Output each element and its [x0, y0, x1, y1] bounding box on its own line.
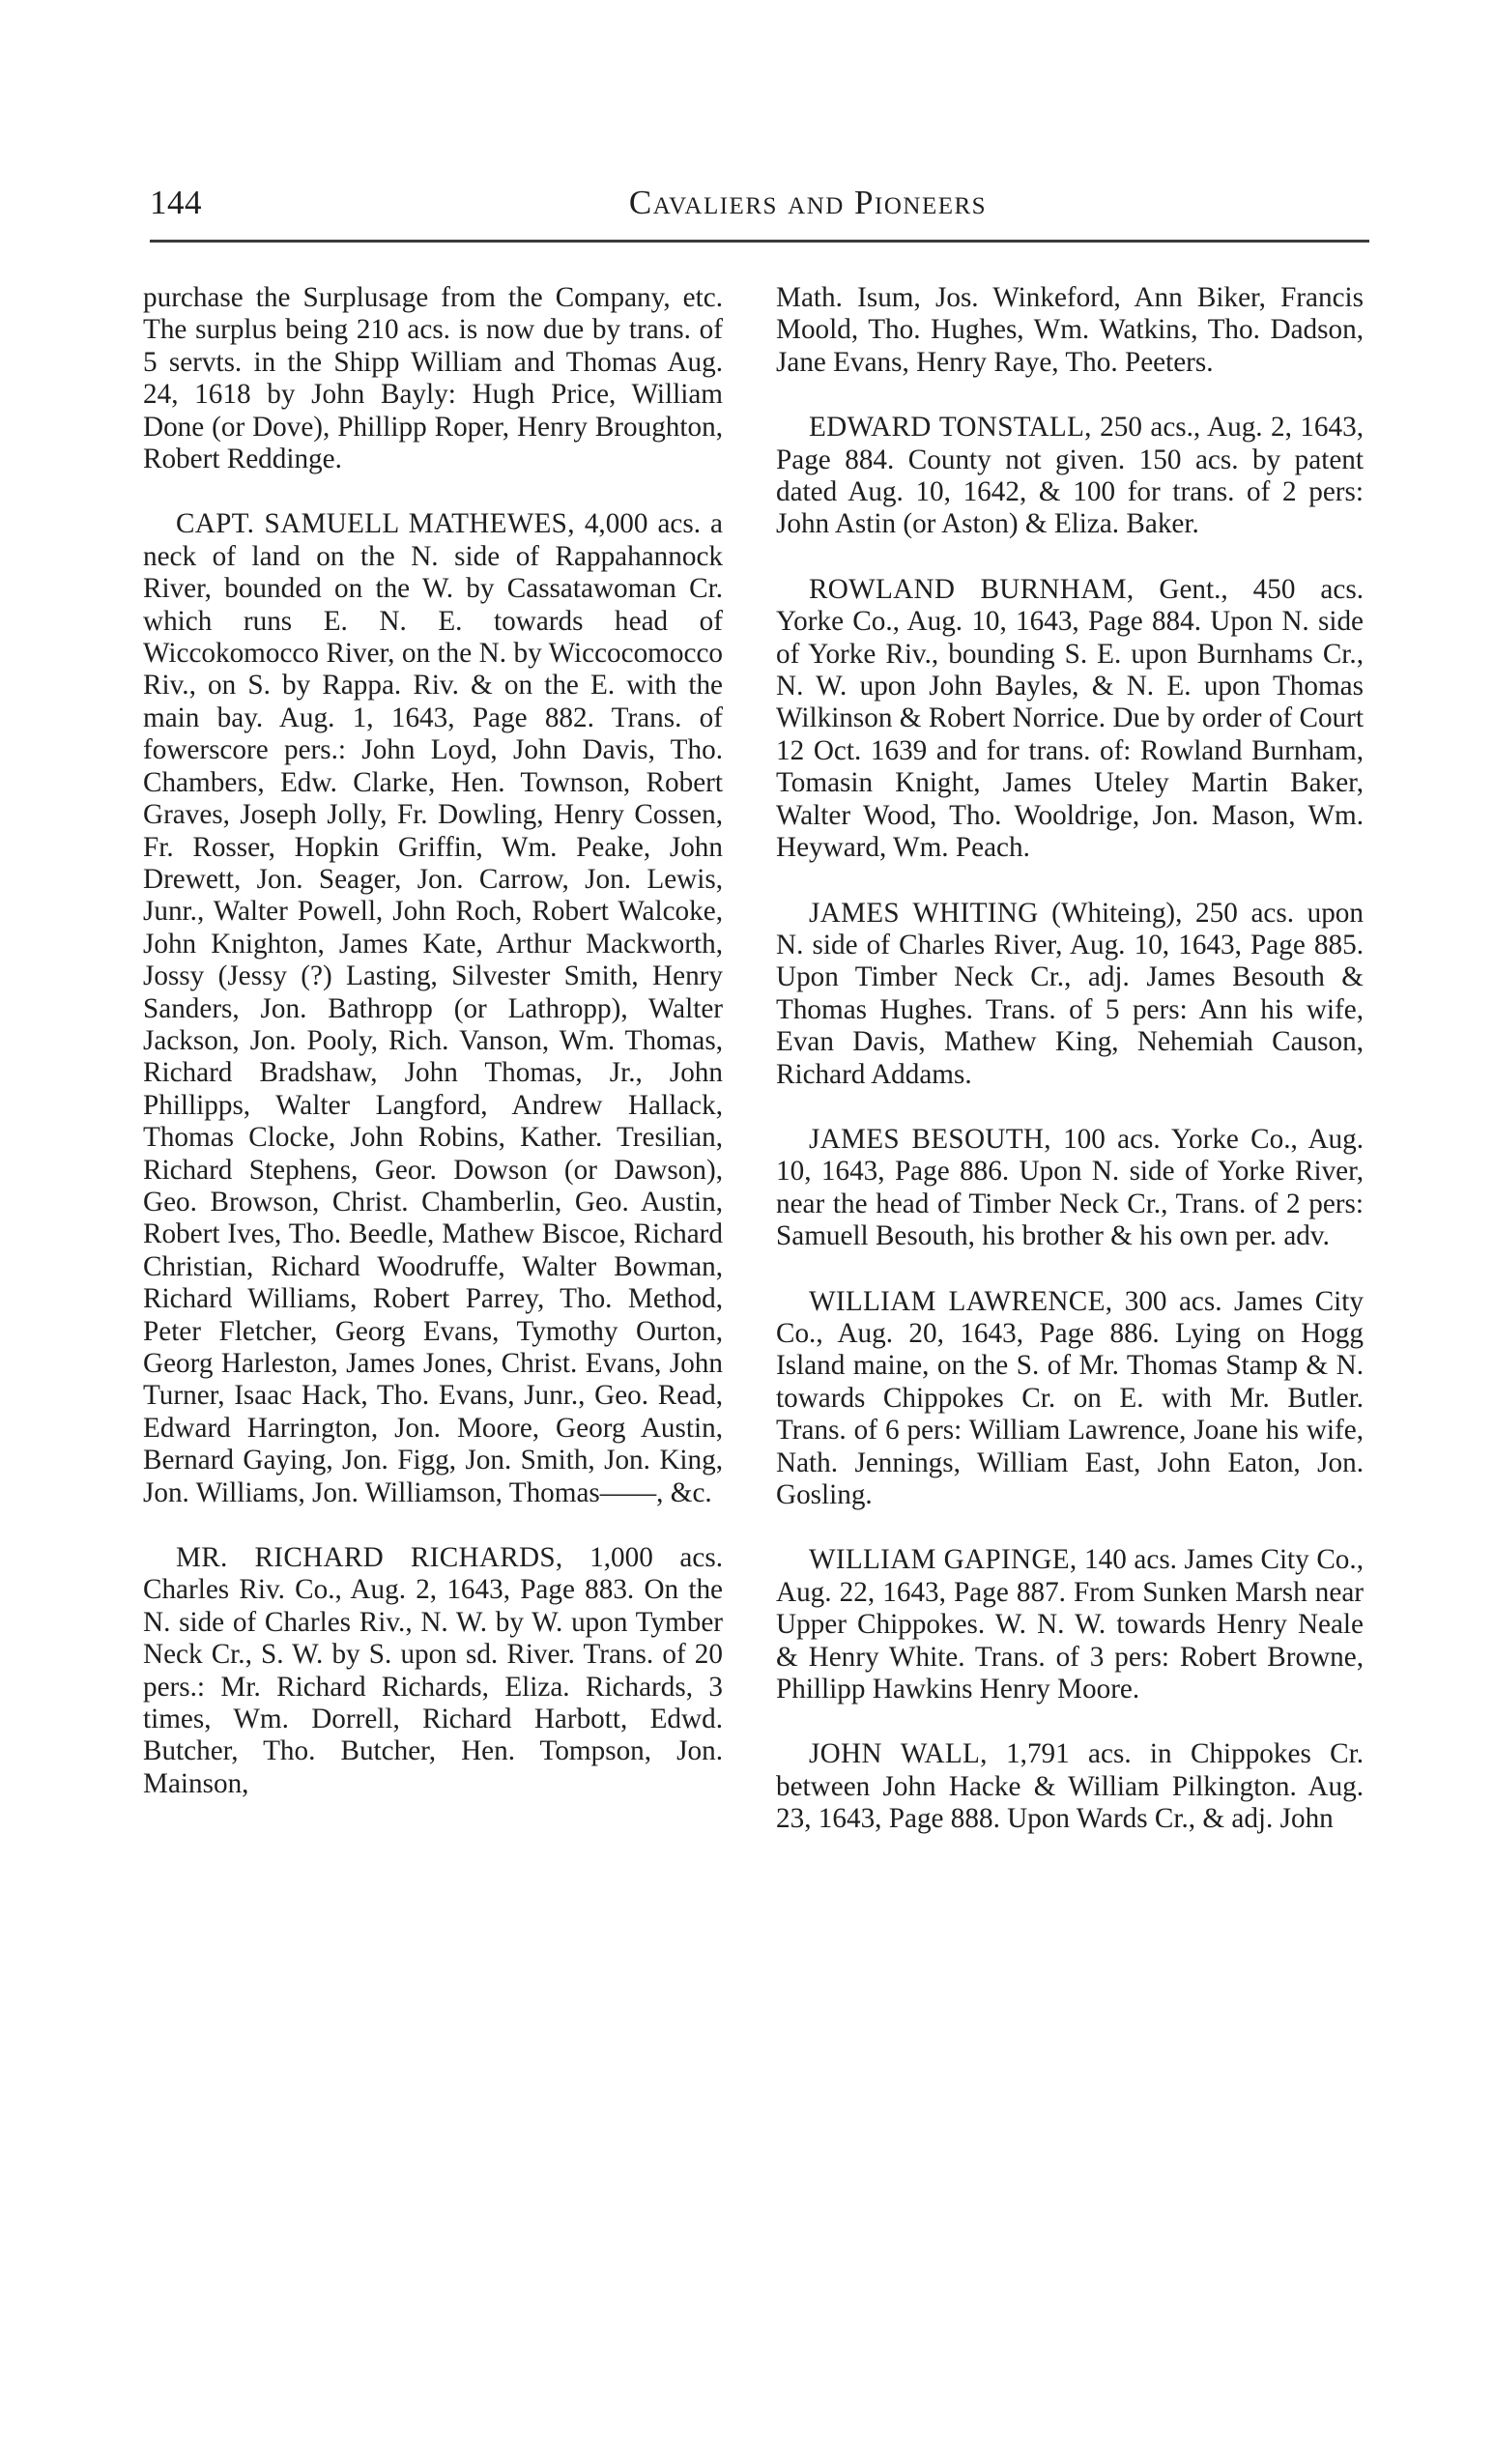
entry-name: JAMES WHITING: [809, 897, 1039, 929]
entry-richard-richards: [143, 1542, 723, 1800]
entry-text: 140 acs. James City Co., Aug. 22, 1643, Page 887. From Sunken Marsh near Upper Chippokes. W. N. W. towards Henry Neale & Henry White. Trans. of 3 pers: Robert Browne, Phillipp Hawkins Henry Moore.: [776, 1544, 1364, 1705]
entry-william-gapinge: [776, 1544, 1364, 1705]
entry-james-whiting: [776, 898, 1364, 1091]
entry-text: 250 acs., Aug. 2, 1643, Page 884. County not given. 150 acs. by patent dated Aug. 10, 1642, & 100 for trans. of 2 pers: John Astin (or Aston) & Eliza. Baker.: [776, 412, 1364, 540]
entry-samuell-mathewes: [143, 508, 723, 1509]
page-number: 144: [150, 184, 202, 221]
right-column: [776, 282, 1364, 1869]
entry-text: Gent., 450 acs. Yorke Co., Aug. 10, 1643, Page 884. Upon N. side of Yorke Riv., bounding S. E. upon Burnhams Cr., N. W. upon John Bayles, & N. E. upon Thomas Wilkinson & Robert Norrice. Due by order of Court 12 Oct. 1639 and for trans. of: Rowland Burnham, Tomasin Knight, James Uteley Martin Baker, Walter Wood, Tho. Wooldrige, Jon. Mason, Wm. Heyward, Wm. Peach.: [776, 573, 1364, 864]
entry-john-wall: [776, 1738, 1364, 1835]
entry-william-lawrence: [776, 1286, 1364, 1512]
entry-text: 1,000 acs. Charles Riv. Co., Aug. 2, 1643, Page 883. On the N. side of Charles Riv., N. W. by W. upon Tymber Neck Cr., S. W. by S. upon sd. River. Trans. of 20 pers.: Mr. Richard Richards, Eliza. Richards, 3 times, Wm. Dorrell, Richard Harbott, Edwd. Butcher, Tho. Butcher, Hen. Tompson, Jon. Mainson,: [143, 1542, 723, 1799]
entry-edward-tonstall: [776, 412, 1364, 541]
entry-continuation: [143, 282, 723, 475]
entry-text: 300 acs. James City Co., Aug. 20, 1643, Page 886. Lying on Hogg Island maine, on the S. of Mr. Thomas Stamp & N. towards Chippokes Cr. on E. with Mr. Butler. Trans. of 6 pers: William Lawrence, Joane his wife, Nath. Jennings, William East, John Eaton, Jon. Gosling.: [776, 1285, 1364, 1510]
entry-rowland-burnham: [776, 574, 1364, 865]
header-rule: [150, 240, 1369, 243]
entry-text: 4,000 acs. a neck of land on the N. side of Rappahannock River, bounded on the W. by Cassatawoman Cr. which runs E. N. E. towards head of Wiccokomocco River, on the N. by Wiccocomocco Riv., on S. by Rappa. Riv. & on the E. with the main bay. Aug. 1, 1643, Page 882. Trans. of fowerscore pers.: John Loyd, John Davis, Tho. Chambers, Edw. Clarke, Hen. Townson, Robert Graves, Joseph Jolly, Fr. Dowling, Henry Cossen, Fr. Rosser, Hopkin Griffin, Wm. Peake, John Drewett, Jon. Seager, Jon. Carrow, Jon. Lewis, Junr., Walter Powell, John Roch, Robert Walcoke, John Knighton, James Kate, Arthur Mackworth, Jossy (Jessy (?) Lasting, Silvester Smith, Henry Sanders, Jon. Bathropp (or Lathropp), Walter Jackson, Jon. Pooly, Rich. Vanson, Wm. Thomas, Richard Bradshaw, John Thomas, Jr., John Phillipps, Walter Langford, Andrew Hallack, Thomas Clocke, John Robins, Kather. Tresilian, Richard Stephens, Geor. Dowson (or Dawson), Geo. Browson, Christ. Chamberlin, Geo. Austin, Robert Ives, Tho. Beedle, Mathew Biscoe, Richard Christian, Richard Woodruffe, Walter Bowman, Richard Williams, Robert Parrey, Tho. Method, Peter Fletcher, Georg Evans, Tymothy Ourton, Georg Harleston, James Jones, Christ. Evans, John Turner, Isaac Hack, Tho. Evans, Junr., Geo. Read, Edward Harrington, Jon. Moore, Georg Austin, Bernard Gaying, Jon. Figg, Jon. Smith, Jon. King, Jon. Williams, Jon. Williamson, Thomas——, &c.: [143, 508, 723, 1508]
entry-name: ROWLAND BURNHAM,: [809, 573, 1135, 605]
entry-name: EDWARD TONSTALL,: [809, 412, 1092, 444]
entry-text: 1,791 acs. in Chippokes Cr. between John Hacke & William Pilkington. Aug. 23, 1643, Page 888. Upon Wards Cr., & adj. John: [776, 1738, 1364, 1835]
running-title: Cavaliers and Pioneers: [628, 184, 988, 221]
running-head: [150, 184, 1369, 238]
entry-text: Math. Isum, Jos. Winkeford, Ann Biker, Francis Moold, Tho. Hughes, Wm. Watkins, Tho. Dadson, Jane Evans, Henry Raye, Tho. Peeters.: [776, 282, 1364, 378]
entry-name: MR. RICHARD RICHARDS,: [176, 1542, 563, 1574]
entry-name: WILLIAM LAWRENCE,: [809, 1285, 1113, 1317]
entry-name: WILLIAM GAPINGE,: [809, 1544, 1077, 1576]
entry-continuation: [776, 282, 1364, 379]
entry-text: purchase the Surplusage from the Company, etc. The surplus being 210 acs. is now due by trans. of 5 servts. in the Shipp William and Thomas Aug. 24, 1618 by John Bayly: Hugh Price, William Done (or Dove), Phillipp Roper, Henry Broughton, Robert Reddinge.: [143, 282, 723, 475]
entry-text: (Whiteing), 250 acs. upon N. side of Charles River, Aug. 10, 1643, Page 885. Upon Timber Neck Cr., adj. James Besouth & Thomas Hughes. Trans. of 5 pers: Ann his wife, Evan Davis, Mathew King, Nehemiah Causon, Richard Addams.: [776, 897, 1364, 1090]
entry-text: 100 acs. Yorke Co., Aug. 10, 1643, Page 886. Upon N. side of Yorke River, near the head of Timber Neck Cr., Trans. of 2 pers: Samuell Besouth, his brother & his own per. adv.: [776, 1123, 1365, 1252]
entry-name: JAMES BESOUTH,: [809, 1123, 1051, 1155]
entry-james-besouth: [776, 1124, 1364, 1253]
entry-name: CAPT. SAMUELL MATHEWES,: [176, 508, 575, 540]
left-column: [143, 282, 723, 1833]
entry-name: JOHN WALL,: [809, 1738, 988, 1770]
